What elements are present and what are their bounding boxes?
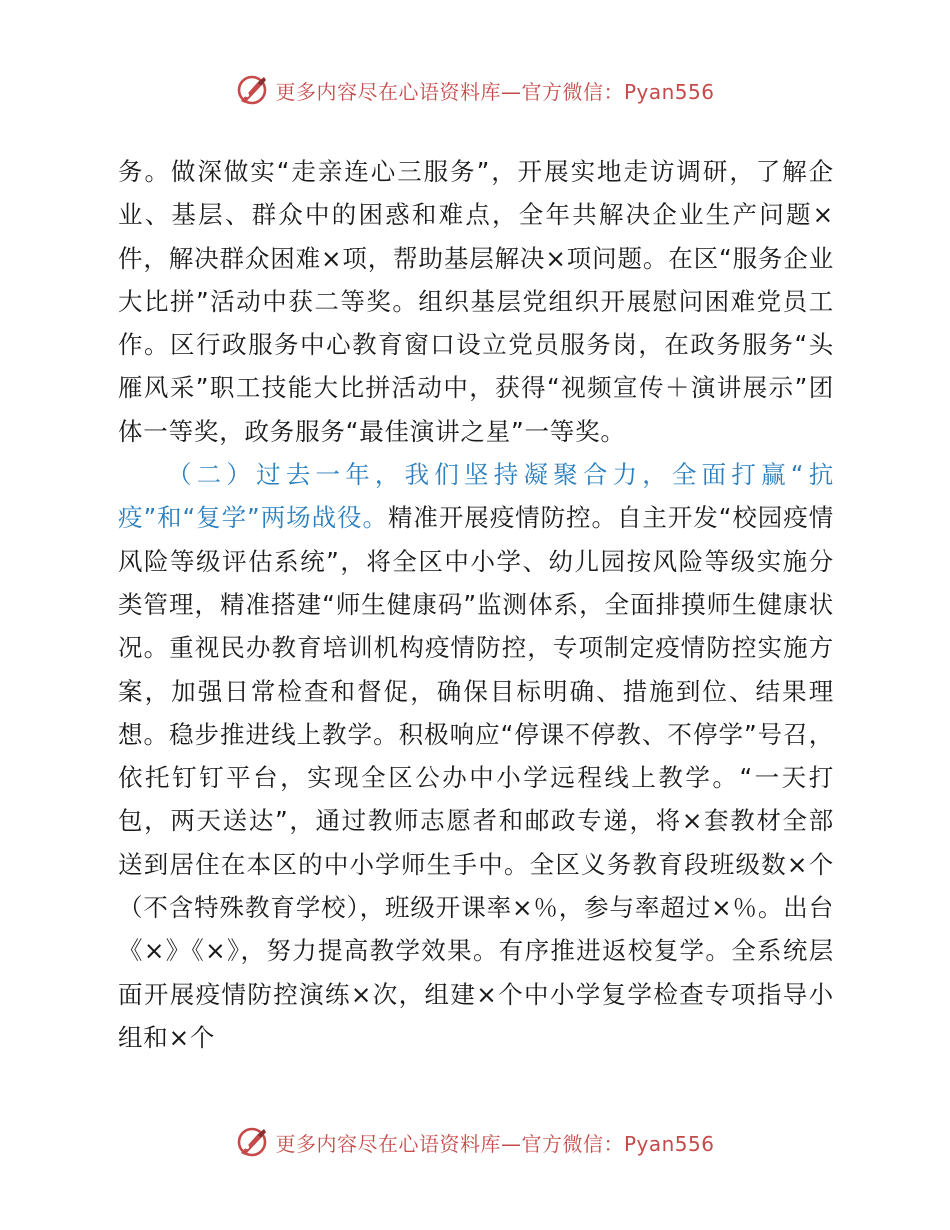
- section-heading: （二）过去一年，我们坚持凝聚合力，全面打赢“抗疫”和“复学”两场战役。: [118, 460, 834, 533]
- paragraph-continuation: 务。做深做实“走亲连心三服务”，开展实地走访调研，了解企业、基层、群众中的困惑和难点，全年共解决企业生产问题×件，解决群众困难×项，帮助基层解决×项问题。在区“服务企业大比拼”活动中获二等奖。组织基层党组织开展慰问困难党员工作。区行政服务中心教育窗口设立党员服务岗，在政务服务“头雁风采”职工技能大比拼活动中，获得“视频宣传＋演讲展示”团体一等奖，政务服务“最佳演讲之星”一等奖。: [118, 157, 834, 446]
- section-body-text: 精准开展疫情防控。自主开发“校园疫情风险等级评估系统”，将全区中小学、幼儿园按风险等级实施分类管理，精准搭建“师生健康码”监测体系，全面排摸师生健康状况。重视民办教育培训机构疫情防控，专项制定疫情防控实施方案，加强日常检查和督促，确保目标明确、措施到位、结果理想。稳步推进线上教学。积极响应“停课不停教、不停学”号召，依托钉钉平台，实现全区公办中小学远程线上教学。“一天打包，两天送达”，通过教师志愿者和邮政专递，将×套教材全部送到居住在本区的中小学师生手中。全区义务教育段班级数×个（不含特殊教育学校），班级开课率×％，参与率超过×％。出台《×》《×》，努力提高教学效果。有序推进返校复学。全系统层面开展疫情防控演练×次，组建×个中小学复学检查专项指导小组和×个: [118, 503, 835, 1052]
- pen-circle-logo-icon: [235, 73, 269, 107]
- document-body: [118, 150, 834, 1059]
- watermark-header: [0, 70, 950, 110]
- pen-circle-logo-icon: [235, 1125, 269, 1159]
- watermark-footer: [0, 1122, 950, 1162]
- watermark-text: 更多内容尽在心语资料库—官方微信：Pyan556: [275, 79, 715, 104]
- paragraph-section-two: [118, 453, 834, 1059]
- watermark-text: 更多内容尽在心语资料库—官方微信：Pyan556: [275, 1131, 715, 1156]
